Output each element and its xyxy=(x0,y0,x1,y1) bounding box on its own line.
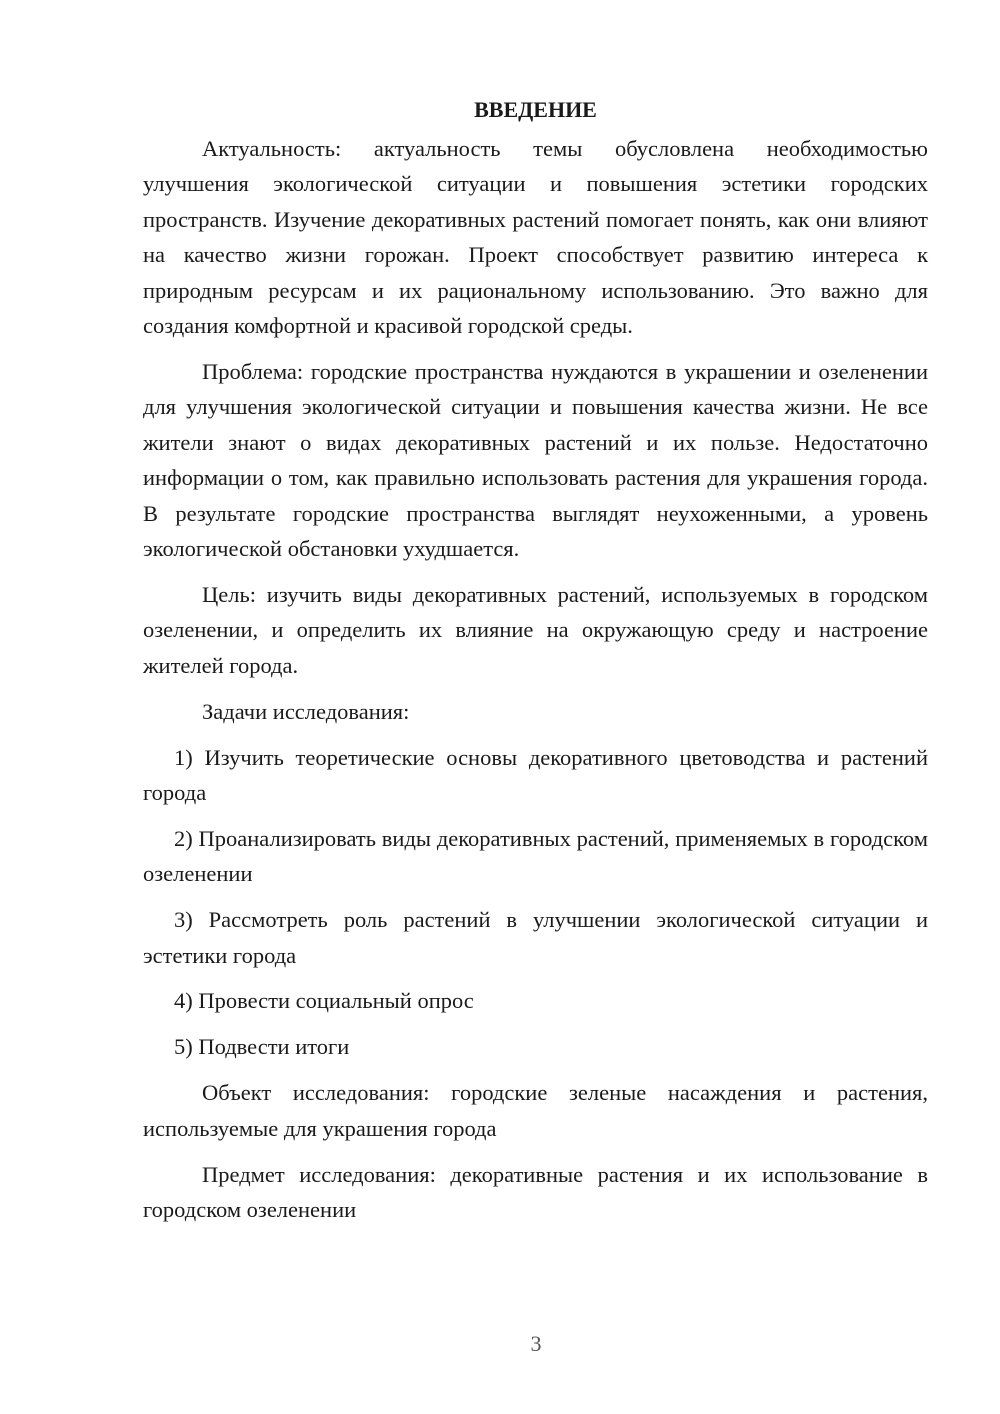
paragraph-problem: Проблема: городские пространства нуждаются в украшении и озеленении для улучшения экологической ситуации и повышения качества жизни. Не все жители знают о видах декоративных растений и их пользе. Недостаточно информации о том, как правильно использовать растения для украшения города. В результате городские пространства выглядят неухоженными, а уровень экологической обстановки ухудшается. xyxy=(143,358,928,561)
page-number: 3 xyxy=(530,1331,542,1356)
list-item: 4) Провести социальный опрос xyxy=(174,988,474,1014)
list-item: 5) Подвести итоги xyxy=(174,1034,350,1060)
page-title: ВВЕДЕНИЕ xyxy=(474,97,597,122)
paragraph-subject: Предмет исследования: декоративные растения и их использование в городском озеленении xyxy=(143,1161,928,1222)
list-item: 3) Рассмотреть роль растений в улучшении экологической ситуации и эстетики города xyxy=(143,907,928,968)
list-item: 2) Проанализировать виды декоративных растений, применяемых в городском озеленении xyxy=(143,825,928,887)
paragraph-object: Объект исследования: городские зеленые насаждения и растения, используемые для украшения города xyxy=(143,1080,928,1141)
tasks-list xyxy=(143,740,928,1065)
paragraph-relevance: Актуальность: актуальность темы обусловлена необходимостью улучшения экологической ситуации и повышения эстетики городских пространств. Изучение декоративных растений помогает понять, как они влияют на качество жизни горожан. Проект способствует развитию интереса к природным ресурсам и их рациональному использованию. Это важно для создания комфортной и красивой городской среды. xyxy=(143,136,928,339)
tasks-heading: Задачи исследования: xyxy=(202,698,410,724)
paragraph-goal: Цель: изучить виды декоративных растений, используемых в городском озеленении, и определить их влияние на окружающую среду и настроение жителей города. xyxy=(143,581,928,678)
document-page xyxy=(143,92,928,1238)
list-item: 1) Изучить теоретические основы декоративного цветоводства и растений города xyxy=(143,744,928,805)
